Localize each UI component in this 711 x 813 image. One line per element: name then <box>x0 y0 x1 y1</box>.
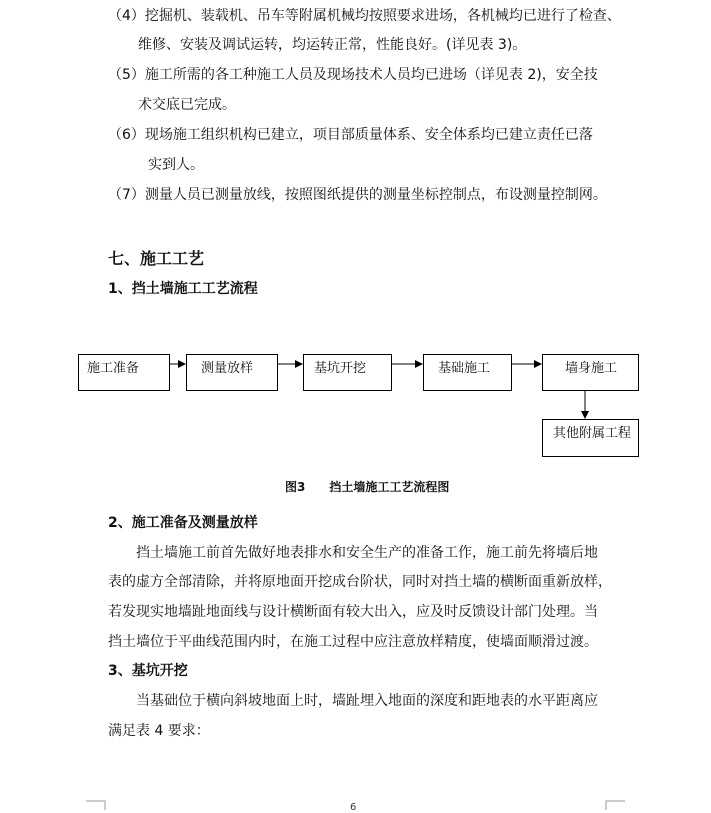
flow-box-preparation: 施工准备 <box>78 354 170 391</box>
subsection-heading: 1、挡土墙施工工艺流程 <box>108 281 258 297</box>
flow-box-foundation: 基础施工 <box>423 354 512 391</box>
margin-corner-mark <box>86 800 106 810</box>
margin-corner-mark <box>605 800 625 810</box>
paragraph-line: 表的虚方全部清除，并将原地面开挖成台阶状，同时对挡土墙的横断面重新放样， <box>108 574 612 590</box>
paragraph-line: 挡土墙位于平曲线范围内时，在施工过程中应注意放样精度，使墙面顺滑过渡。 <box>108 634 598 650</box>
paragraph-line: 满足表 4 要求： <box>108 723 210 739</box>
paragraph-line: 挡土墙施工前首先做好地表排水和安全生产的准备工作，施工前先将墙后地 <box>136 545 598 561</box>
list-item-continuation: 术交底已完成。 <box>138 97 236 113</box>
list-item: （6）现场施工组织机构已建立，项目部质量体系、安全体系均已建立责任已落 <box>108 127 593 143</box>
paragraph-line: 若发现实地墙趾地面线与设计横断面有较大出入，应及时反馈设计部门处理。当 <box>108 604 598 620</box>
flow-box-survey: 测量放样 <box>186 354 278 391</box>
list-item: （7）测量人员已测量放线，按照图纸提供的测量坐标控制点，布设测量控制网。 <box>108 187 607 203</box>
flow-box-wall: 墙身施工 <box>542 354 639 391</box>
subsection-heading: 2、施工准备及测量放样 <box>108 515 258 531</box>
flow-box-excavation: 基坑开挖 <box>303 354 392 391</box>
subsection-heading: 3、基坑开挖 <box>108 663 188 679</box>
section-heading: 七、施工工艺 <box>108 249 205 268</box>
page-number: 6 <box>350 802 357 813</box>
paragraph-line: 当基础位于横向斜坡地面上时，墙趾埋入地面的深度和距地表的水平距离应 <box>136 693 598 709</box>
flow-box-ancillary: 其他附属工程 <box>542 419 639 457</box>
list-item-continuation: 维修、安装及调试运转，均运转正常，性能良好。(详见表 3)。 <box>138 37 527 53</box>
list-item-continuation: 实到人。 <box>148 157 204 173</box>
figure-caption: 图3 挡土墙施工工艺流程图 <box>285 480 450 494</box>
list-item: （5）施工所需的各工种施工人员及现场技术人员均已进场（详见表 2)，安全技 <box>108 67 598 83</box>
list-item: （4）挖掘机、装载机、吊车等附属机械均按照要求进场，各机械均已进行了检查、 <box>108 8 621 24</box>
